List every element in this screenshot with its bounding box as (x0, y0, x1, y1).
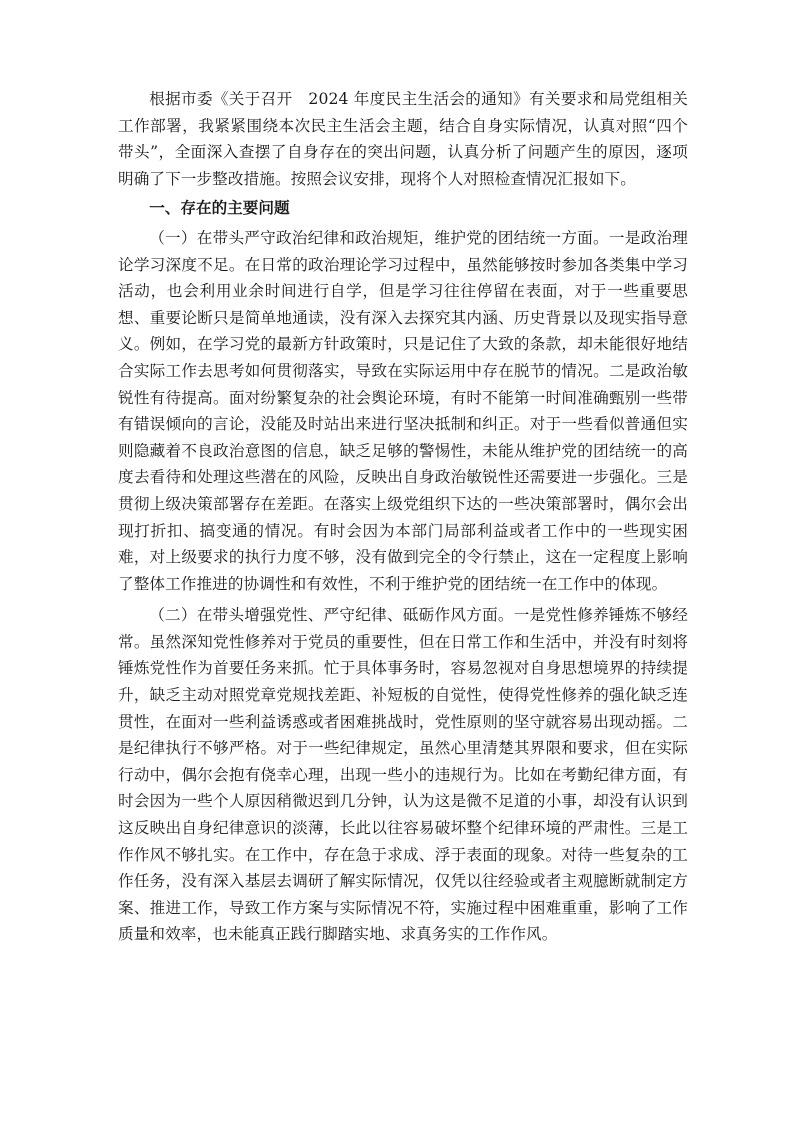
document-page (118, 86, 688, 948)
section-heading-problems: 一、存在的主要问题 (149, 198, 290, 218)
problem-paragraph-2: （二）在带头增强党性、严守纪律、砥砺作风方面。一是党性修养锤炼不够经常。虽然深知党性修养对于党员的重要性，但在日常工作和生活中，并没有时刻将锤炼党性作为首要任务来抓。忙于具体事务时，容易忽视对自身思想境界的持续提升，缺乏主动对照党章党规找差距、补短板的自觉性，使得党性修养的强化缺乏连贯性，在面对一些利益诱惑或者困难挑战时，党性原则的坚守就容易出现动摇。二是纪律执行不够严格。对于一些纪律规定，虽然心里清楚其界限和要求，但在实际行动中，偶尔会抱有侥幸心理，出现一些小的违规行为。比如在考勤纪律方面，有时会因为一些个人原因稍微迟到几分钟，认为这是微不足道的小事，却没有认识到这反映出自身纪律意识的淡薄，长此以往容易破坏整个纪律环境的严肃性。三是工作作风不够扎实。在工作中，存在急于求成、浮于表面的现象。对待一些复杂的工作任务，没有深入基层去调研了解实际情况，仅凭以往经验或者主观臆断就制定方案、推进工作，导致工作方案与实际情况不符，实施过程中困难重重，影响了工作质量和效率，也未能真正践行脚踏实地、求真务实的工作作风。 (118, 606, 688, 944)
problem-paragraph-1: （一）在带头严守政治纪律和政治规矩，维护党的团结统一方面。一是政治理论学习深度不足。在日常的政治理论学习过程中，虽然能够按时参加各类集中学习活动，也会利用业余时间进行自学，但是学习往往停留在表面，对于一些重要思想、重要论断只是简单地通读，没有深入去探究其内涵、历史背景以及现实指导意义。例如，在学习党的最新方针政策时，只是记住了大致的条款，却未能很好地结合实际工作去思考如何贯彻落实，导致在实际运用中存在脱节的情况。二是政治敏锐性有待提高。面对纷繁复杂的社会舆论环境，有时不能第一时间准确甄别一些带有错误倾向的言论，没能及时站出来进行坚决抵制和纠正。对于一些看似普通但实则隐藏着不良政治意图的信息，缺乏足够的警惕性，未能从维护党的团结统一的高度去看待和处理这些潜在的风险，反映出自身政治敏锐性还需要进一步强化。三是贯彻上级决策部署存在差距。在落实上级党组织下达的一些决策部署时，偶尔会出现打折扣、搞变通的情况。有时会因为本部门局部利益或者工作中的一些现实困难，对上级要求的执行力度不够，没有做到完全的令行禁止，这在一定程度上影响了整体工作推进的协调性和有效性，不利于维护党的团结统一在工作中的体现。 (118, 228, 688, 593)
intro-paragraph: 根据市委《关于召开 2024 年度民主生活会的通知》有关要求和局党组相关工作部署，我紧紧围绕本次民主生活会主题，结合自身实际情况，认真对照“四个带头”，全面深入查摆了自身存在的突出问题，认真分析了问题产生的原因，逐项明确了下一步整改措施。按照会议安排，现将个人对照检查情况汇报如下。 (118, 90, 688, 188)
